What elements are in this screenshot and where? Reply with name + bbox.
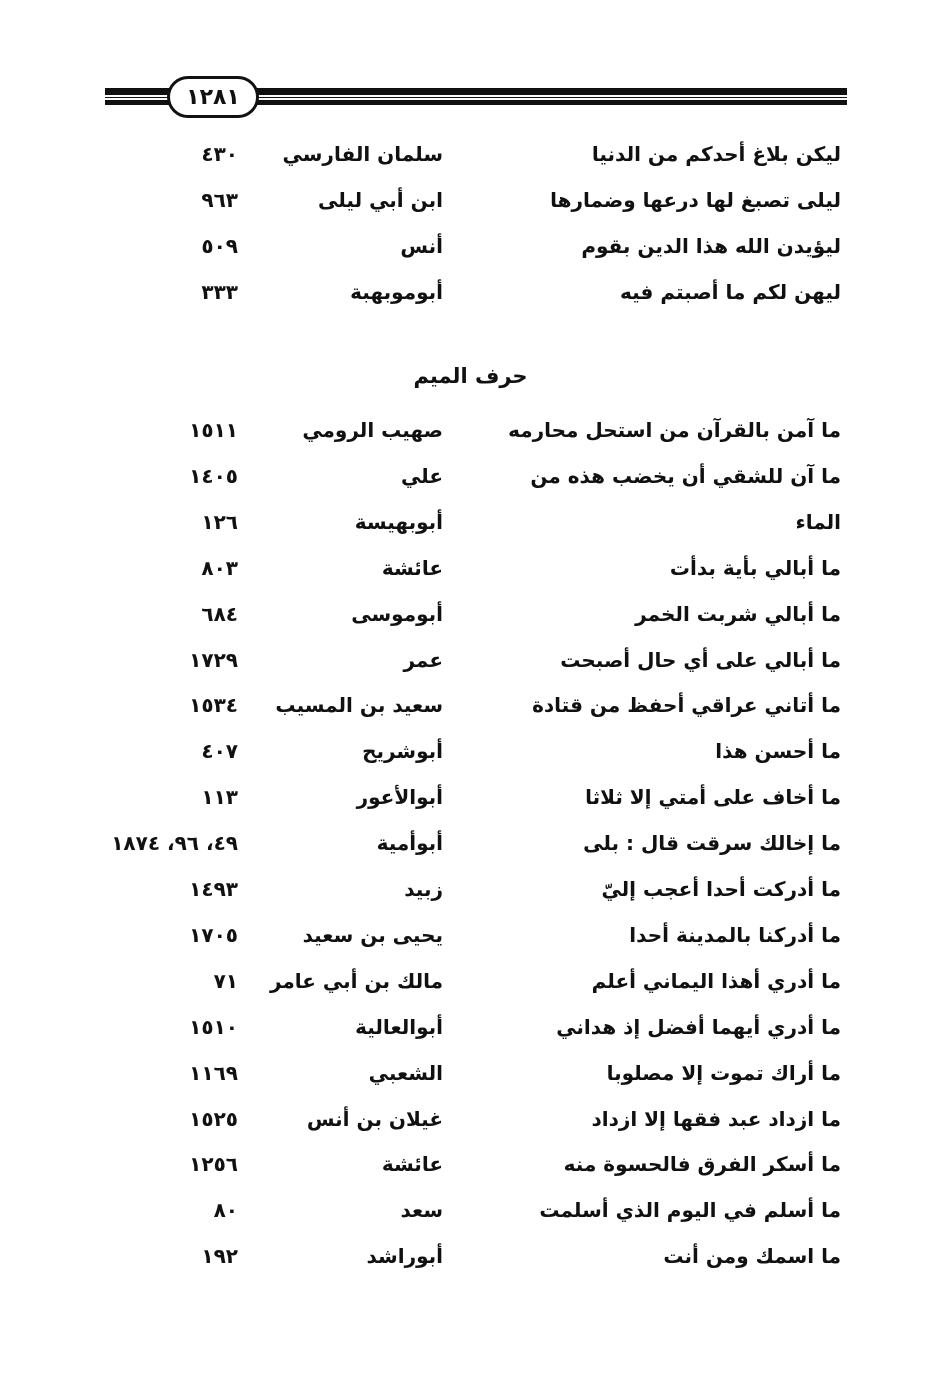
entry-narrator: أبوموسى [351,601,443,626]
entry-narrator: عمر [403,647,443,672]
entry-page: ١٥١١ [189,418,238,442]
entry-text: ما أبالي بأية بدأت [669,555,841,580]
entry-narrator: صهيب الرومي [302,418,443,442]
entry-text: ما أدري أهذا اليماني أعلم [591,968,841,993]
entry-narrator: أبوالعالية [355,1014,443,1039]
list-item [0,1190,941,1230]
list-item [0,961,941,1001]
entry-text: ما أتاني عراقي أحفظ من قتادة [532,693,841,718]
entry-text: ما ازداد عبد فقها إلا ازداد [591,1106,841,1131]
entry-text: ما آن للشقي أن يخضب هذه من [530,463,841,488]
entry-page: ٨٠٣ [201,555,238,580]
entry-narrator: أبوأمية [376,831,443,856]
list-item [0,1099,941,1139]
entry-page: ١٢٥٦ [189,1152,238,1177]
entry-page: ٩٦٣ [201,188,238,212]
entry-page: ١١٦٩ [189,1060,238,1085]
entry-narrator: غيلان بن أنس [306,1106,443,1131]
list-item [0,502,941,542]
entry-page: ٤٠٧ [201,739,238,764]
entry-narrator: الشعبي [368,1060,443,1085]
list-item [0,134,941,174]
entry-narrator: سلمان الفارسي [282,142,443,166]
entry-text: ما أدركت أحدا أعجب إليّ [601,877,841,901]
entry-text: ما أبالي على أي حال أصبحت [560,647,841,672]
entry-text: ما آمن بالقرآن من استحل محارمه [508,418,841,442]
list-item [0,548,941,588]
entry-narrator: عائشة [381,555,443,580]
entry-page: ١٢٦ [201,509,238,534]
entry-narrator: علي [400,463,443,488]
list-item [0,272,941,312]
list-item [0,777,941,817]
entry-narrator: أنس [400,234,443,258]
entry-text: ما أسلم في اليوم الذي أسلمت [539,1198,841,1223]
list-item [0,456,941,496]
entry-text: ما أسكر الفرق فالحسوة منه [563,1152,841,1177]
list-item [0,1144,941,1184]
entry-page: ١٤٩٣ [189,877,238,901]
entry-text: ليؤيدن الله هذا الدين بقوم [581,234,841,258]
entry-text: ما أدركنا بالمدينة أحدا [629,922,841,947]
entry-page: ٨٠ [213,1198,238,1223]
entry-text: ليلى تصبغ لها درعها وضمارها [550,188,841,212]
entry-page: ٤٩، ٩٦، ١٨٧٤ [111,831,238,856]
entry-page: ٦٨٤ [201,601,238,626]
entry-text: الماء [795,509,841,534]
section-title: حرف الميم [413,364,528,388]
entry-narrator: أبوبهيسة [354,509,443,534]
list-item [0,1236,941,1276]
list-item [0,915,941,955]
entry-text: ما إخالك سرقت قال : بلى [583,831,841,856]
entry-narrator: أبوالأعور [356,785,443,810]
entry-page: ١٧٢٩ [189,647,238,672]
entry-page: ٥٠٩ [201,234,238,258]
list-item [0,180,941,220]
entry-text: ما اسمك ومن أنت [663,1244,841,1269]
list-item [0,1053,941,1093]
entry-narrator: يحيى بن سعيد [302,922,443,947]
list-item [0,1007,941,1047]
list-item [0,640,941,680]
entry-narrator: أبوموبهبة [350,280,443,304]
entry-text: ما أحسن هذا [715,739,841,764]
entry-page: ٤٣٠ [201,142,238,166]
entry-text: ما أدري أيهما أفضل إذ هداني [556,1014,841,1039]
entry-narrator: زبيد [404,877,443,901]
list-item [0,823,941,863]
entry-text: ما أخاف على أمتي إلا ثلاثا [585,785,841,810]
list-item [0,731,941,771]
entry-page: ٧١ [213,968,238,993]
list-item [0,226,941,266]
entry-text: ما أراك تموت إلا مصلوبا [606,1060,841,1085]
entry-page: ١٤٠٥ [189,463,238,488]
entry-page: ١٥٣٤ [189,693,238,718]
entry-page: ١١٣ [201,785,238,810]
entry-text: ليهن لكم ما أصبتم فيه [619,280,841,304]
entry-page: ١٧٠٥ [189,922,238,947]
entry-text: ليكن بلاغ أحدكم من الدنيا [591,142,841,166]
entry-text: ما أبالي شربت الخمر [635,601,841,626]
entry-narrator: ابن أبي ليلى [318,188,443,212]
entry-narrator: سعيد بن المسيب [275,693,443,718]
list-item [0,410,941,450]
list-item [0,594,941,634]
entry-narrator: أبوشريح [362,739,443,764]
list-item [0,869,941,909]
page-number: ١٢٨١ [167,76,259,118]
entry-narrator: عائشة [381,1152,443,1177]
entry-narrator: أبوراشد [366,1244,443,1269]
entry-narrator: مالك بن أبي عامر [269,968,443,993]
entry-page: ١٥١٠ [189,1014,238,1039]
entry-page: ١٩٢ [201,1244,238,1269]
entry-narrator: سعد [400,1198,443,1223]
list-item [0,685,941,725]
entry-page: ٣٣٣ [201,280,238,304]
entry-page: ١٥٢٥ [189,1106,238,1131]
